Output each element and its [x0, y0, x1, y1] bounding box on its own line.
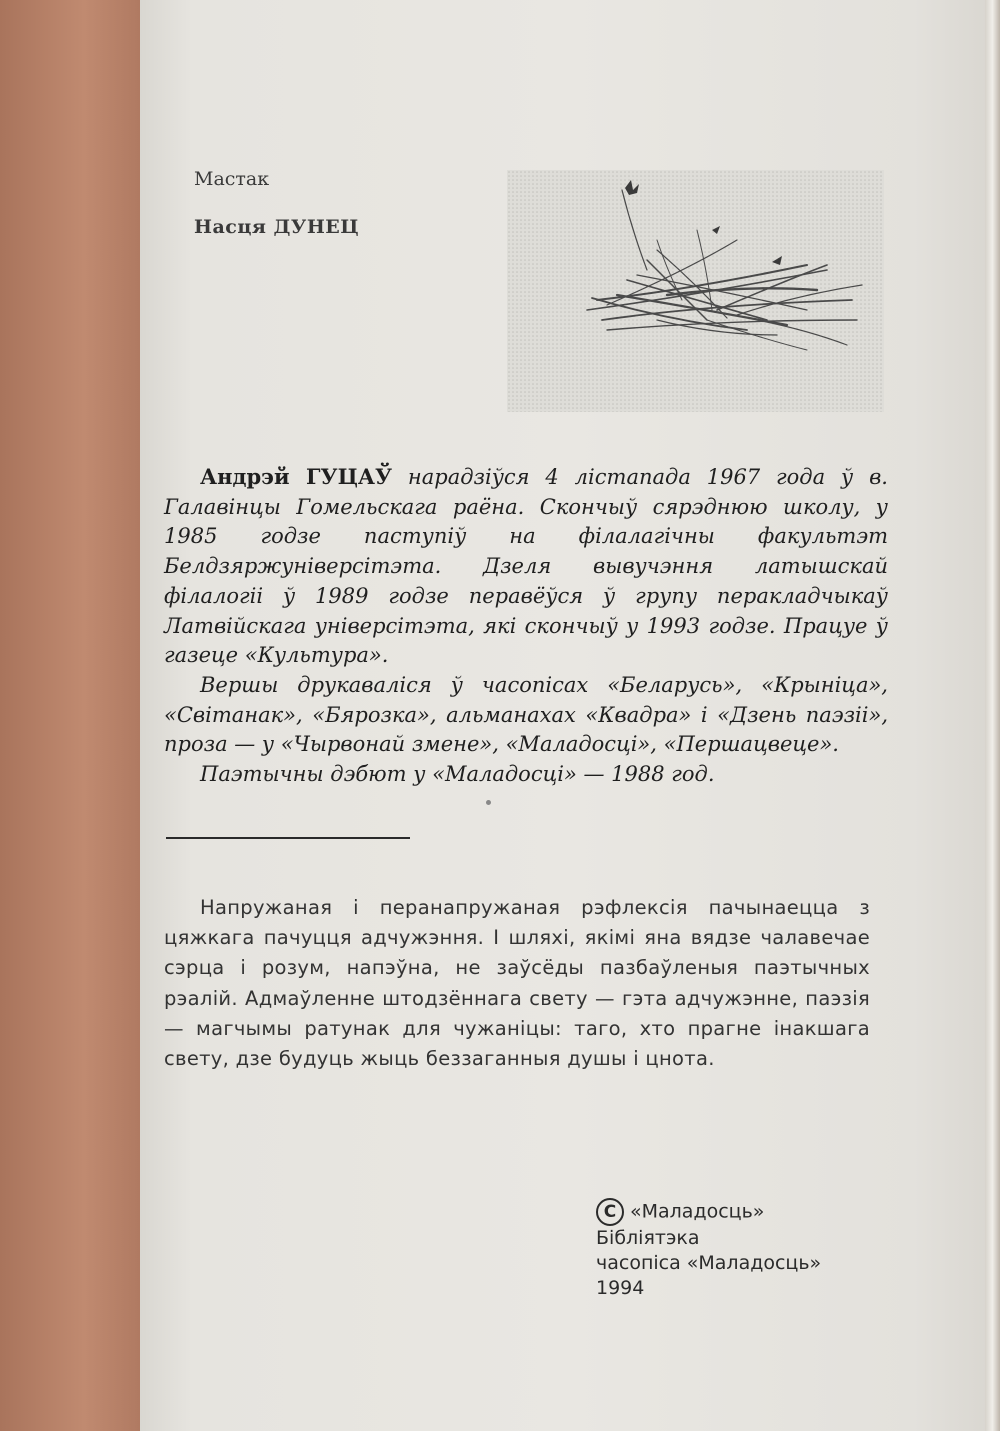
imprint-series-line-1: Бібліятэка	[596, 1227, 700, 1249]
bio-paragraph-2: Вершы друкаваліся ў часопісах «Беларусь», «Крыніца», «Світанак», «Бярозка», альманахах «Квадра» і «Дзень паэзіі», проза — у «Чырвонай змене», «Маладосці», «Першацвеце».	[164, 672, 888, 757]
grass-nest-drawing-icon	[507, 170, 884, 412]
credit-role: Мастак	[194, 168, 270, 190]
bio-paragraph-3: Паэтычны дэбют у «Маладосці» — 1988 год.	[200, 762, 715, 787]
imprint-year: 1994	[596, 1277, 645, 1299]
bio-paragraph-1-text: нарадзіўся 4 лістапада 1967 года ў в. Галавінцы Гомельскага раёна. Скончыў сярэднюю школу, у 1985 годзе паступіў на філалагічны факультэт Белдзяржуніверсітэта. Дзеля вывучэння латышскай філалогіі ў 1989 годзе перавёўся ў групу перакладчыкаў Латвійскага універсітэта, які скончыў у 1993 годзе. Працуе ў газеце «Культура».	[164, 465, 888, 668]
bio-paragraph-1	[164, 462, 888, 671]
page-edge	[985, 0, 1000, 1431]
illustrator-credit	[194, 168, 359, 238]
imprint-publisher: «Маладосць»	[630, 1200, 765, 1223]
imprint-series-line-2: часопіса «Маладосць»	[596, 1252, 822, 1274]
essay-text	[164, 893, 870, 1074]
copyright-icon: C	[596, 1198, 624, 1226]
section-divider	[166, 837, 410, 839]
author-biography	[164, 462, 888, 790]
imprint-publisher-line	[596, 1198, 821, 1226]
author-name: Андрэй ГУЦАЎ	[200, 464, 393, 489]
publisher-imprint	[596, 1198, 821, 1301]
essay-paragraph: Напружаная і перанапружаная рэфлексія пачынаецца з цяжкага пачуцця адчужэння. І шляхі, якімі яна вядзе чалавечае сэрца і розум, напэўна, не заўсёды пазбаўленыя паэтычных рэалій. Адмаўленне штодзённага свету — гэта адчужэнне, паэзія — магчымы ратунак для чужаніцы: таго, хто прагне інакшага свету, дзе будуць жыць беззаганныя душы і цнота.	[164, 896, 870, 1071]
paper-speck	[486, 800, 491, 805]
table-surface-left	[0, 0, 140, 1431]
credit-name: Насця ДУНЕЦ	[194, 216, 360, 238]
